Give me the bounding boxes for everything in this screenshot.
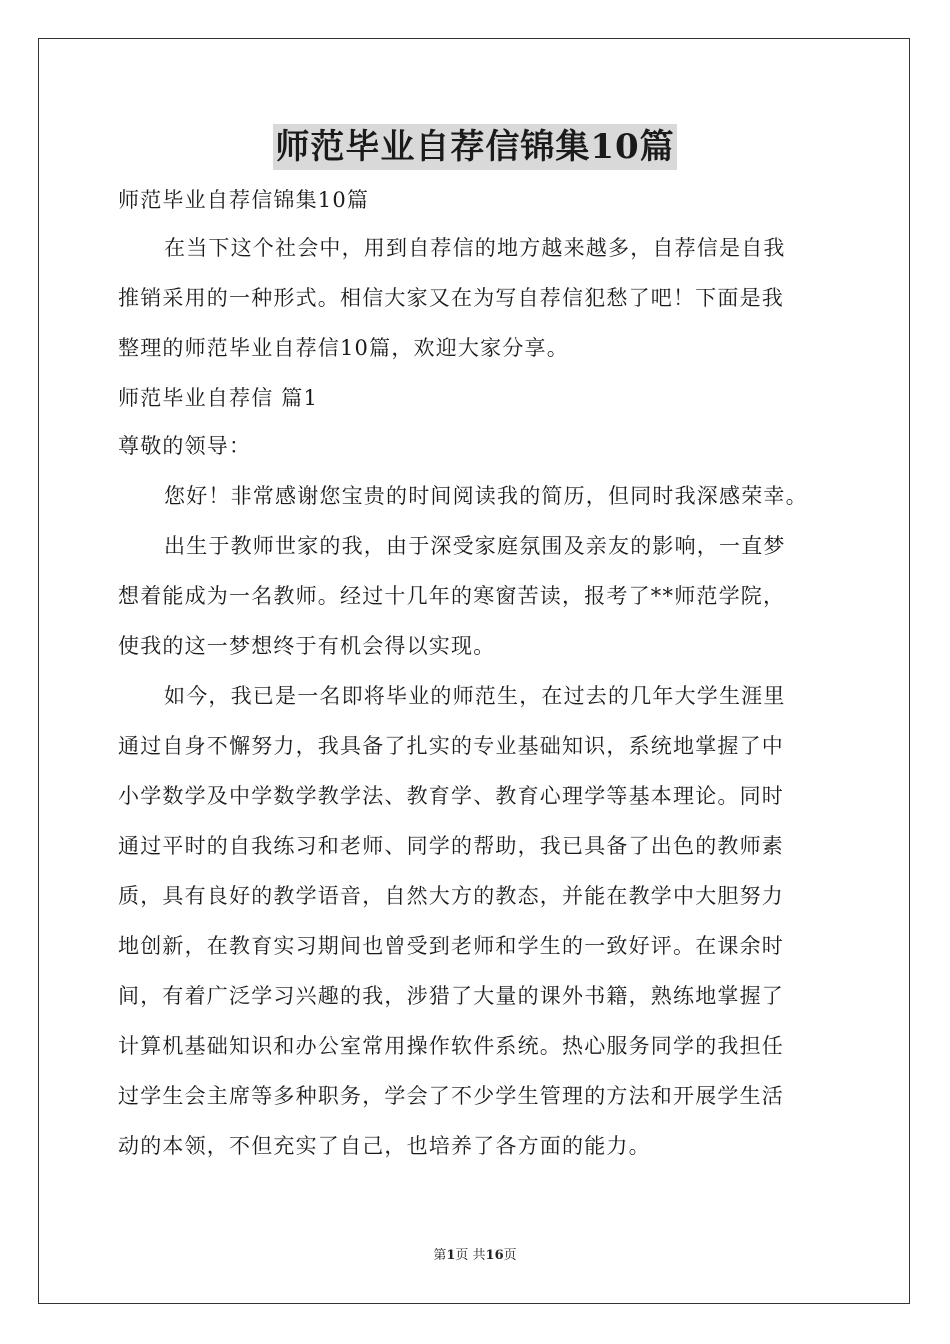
paragraph-line: 通过平时的自我练习和老师、同学的帮助，我已具备了出色的教师素 — [118, 834, 784, 858]
intro-line: 在当下这个社会中，用到自荐信的地方越来越多，自荐信是自我 — [164, 236, 786, 260]
document-title: 师范毕业自荐信锦集10篇 — [273, 124, 676, 170]
salutation: 尊敬的领导： — [118, 434, 252, 458]
subtitle: 师范毕业自荐信锦集10篇 — [118, 188, 370, 212]
paragraph-line: 通过自身不懈努力，我具备了扎实的专业基础知识，系统地掌握了中 — [118, 734, 784, 758]
page-label-prefix: 第 — [433, 1248, 447, 1263]
paragraph-line: 如今，我已是一名即将毕业的师范生，在过去的几年大学生涯里 — [164, 684, 786, 708]
page-label-mid: 页 共 — [455, 1248, 486, 1263]
title-container — [0, 124, 950, 170]
page-total: 16 — [485, 1248, 504, 1263]
paragraph-line: 出生于教师世家的我，由于深受家庭氛围及亲友的影响，一直梦 — [164, 534, 786, 558]
paragraph-line: 地创新，在教育实习期间也曾受到老师和学生的一致好评。在课余时 — [118, 934, 784, 958]
paragraph-line: 您好！非常感谢您宝贵的时间阅读我的简历，但同时我深感荣幸。 — [164, 484, 808, 508]
page-current: 1 — [446, 1248, 456, 1263]
page-footer — [0, 1244, 950, 1263]
paragraph-line: 过学生会主席等多种职务，学会了不少学生管理的方法和开展学生活 — [118, 1084, 784, 1108]
intro-line: 推销采用的一种形式。相信大家又在为写自荐信犯愁了吧！下面是我 — [118, 286, 784, 310]
paragraph-line: 间，有着广泛学习兴趣的我，涉猎了大量的课外书籍，熟练地掌握了 — [118, 984, 784, 1008]
paragraph-line: 使我的这一梦想终于有机会得以实现。 — [118, 634, 496, 658]
intro-line: 整理的师范毕业自荐信10篇，欢迎大家分享。 — [118, 336, 569, 360]
section-heading: 师范毕业自荐信 篇1 — [118, 386, 319, 410]
paragraph-line: 想着能成为一名教师。经过十几年的寒窗苦读，报考了**师范学院， — [118, 584, 786, 608]
paragraph-line: 计算机基础知识和办公室常用操作软件系统。热心服务同学的我担任 — [118, 1034, 784, 1058]
paragraph-line: 小学数学及中学数学教学法、教育学、教育心理学等基本理论。同时 — [118, 784, 784, 808]
document-body — [118, 180, 838, 1176]
page-label-suffix: 页 — [503, 1248, 517, 1263]
paragraph-line: 动的本领，不但充实了自己，也培养了各方面的能力。 — [118, 1134, 651, 1158]
paragraph-line: 质，具有良好的教学语音，自然大方的教态，并能在教学中大胆努力 — [118, 884, 784, 908]
